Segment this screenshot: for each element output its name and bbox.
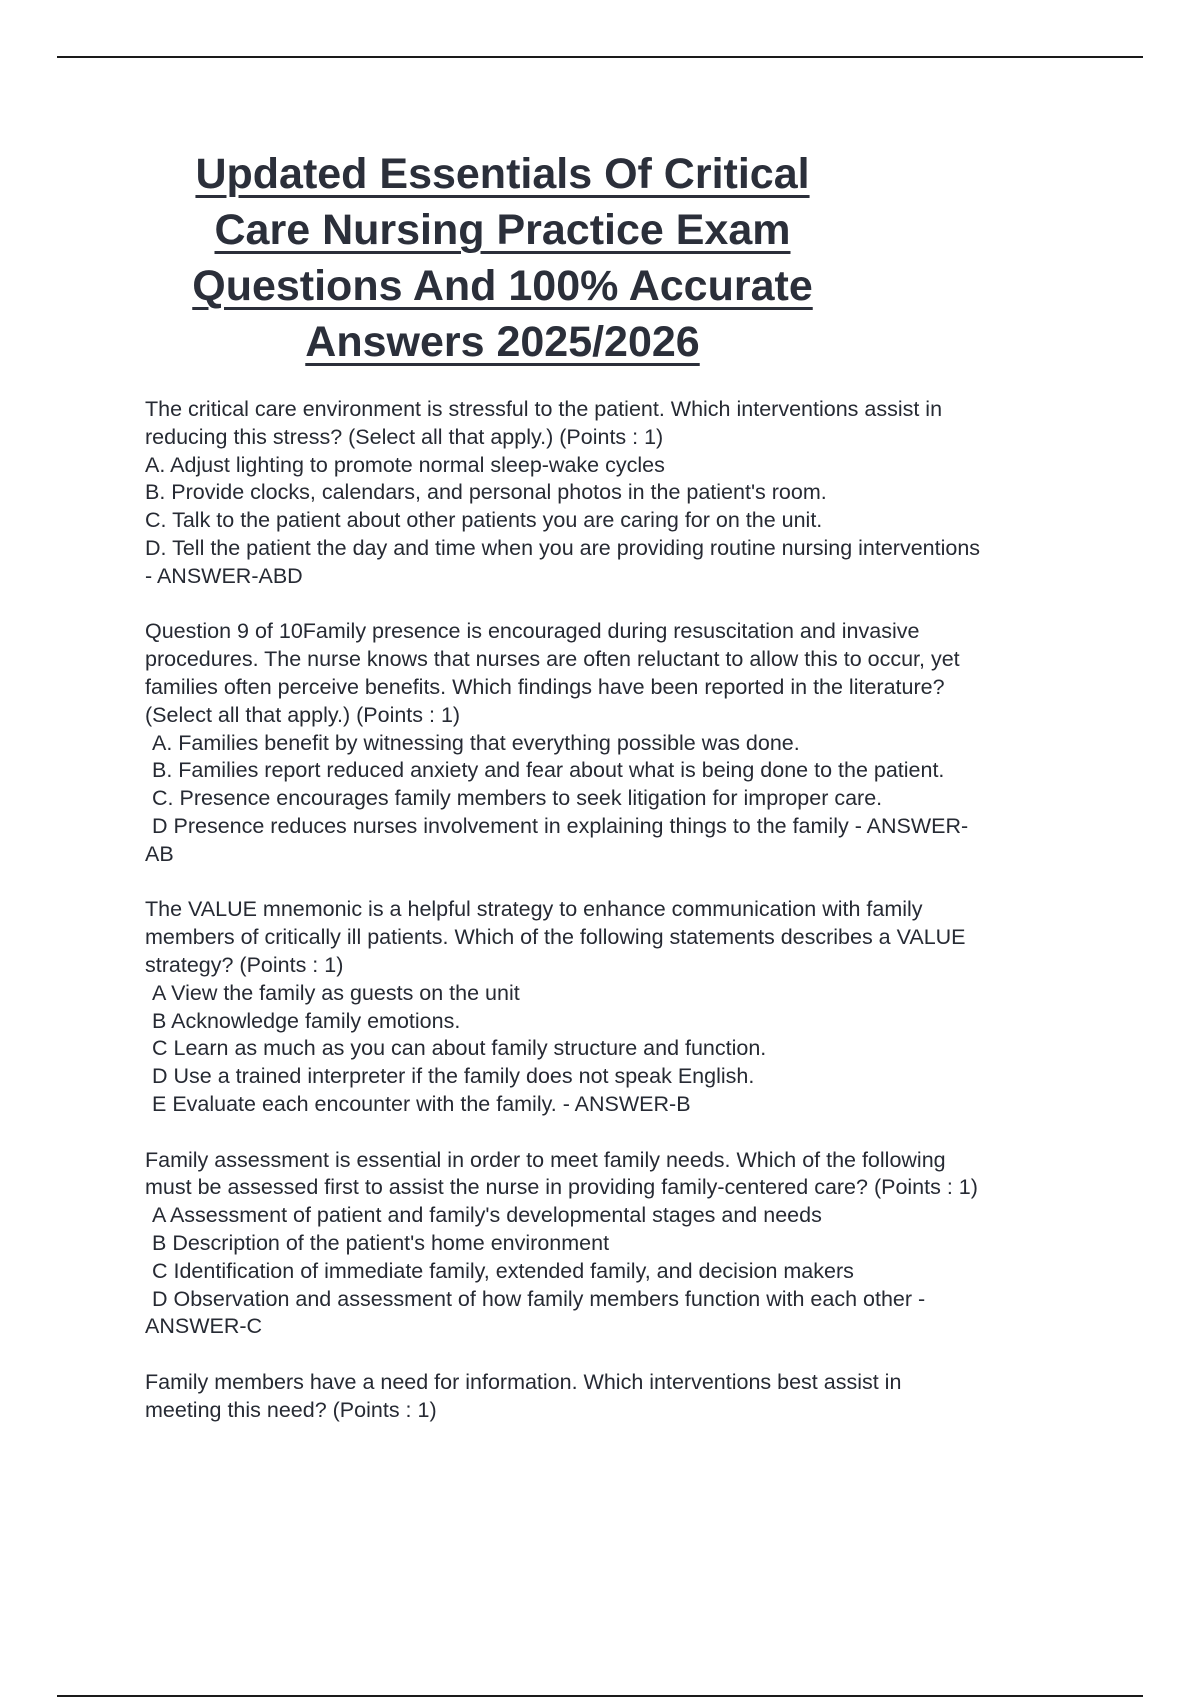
answer-option: C. Talk to the patient about other patients you are caring for on the unit. <box>145 508 823 533</box>
question-text: Question 9 of 10Family presence is encouraged during resuscitation and invasive <box>145 619 920 644</box>
answer-option: A. Adjust lighting to promote normal sleep-wake cycles <box>145 452 665 477</box>
answer-option: B Acknowledge family emotions. <box>152 1008 461 1033</box>
answer-option: D. Tell the patient the day and time when you are providing routine nursing interventions <box>145 535 981 560</box>
question-text: meeting this need? (Points : 1) <box>145 1397 437 1422</box>
answer-option: D Use a trained interpreter if the family does not speak English. <box>152 1064 755 1089</box>
title-heading <box>140 146 865 370</box>
answer-option: C Identification of immediate family, extended family, and decision makers <box>152 1258 854 1283</box>
answer-option: B Description of the patient's home environment <box>152 1230 610 1255</box>
answer-option: A View the family as guests on the unit <box>152 980 520 1005</box>
question-block <box>145 1147 1145 1342</box>
answer-option: A. Families benefit by witnessing that everything possible was done. <box>152 730 800 755</box>
answer-key: ANSWER-C <box>145 1314 263 1339</box>
question-text: Family assessment is essential in order to meet family needs. Which of the following <box>145 1147 946 1172</box>
top-rule <box>57 56 1143 58</box>
title-line: Updated Essentials Of Critical <box>195 150 810 198</box>
answer-option: D Observation and assessment of how family members function with each other - <box>152 1286 926 1311</box>
title-line: Answers 2025/2026 <box>305 318 700 366</box>
title-line: Questions And 100% Accurate <box>192 262 813 310</box>
question-block <box>145 396 1145 591</box>
question-text: strategy? (Points : 1) <box>145 952 344 977</box>
question-text: must be assessed first to assist the nurse in providing family-centered care? (Points : 1) <box>145 1175 978 1200</box>
answer-option: E Evaluate each encounter with the family. - ANSWER-B <box>152 1091 691 1116</box>
bottom-rule <box>57 1695 1143 1697</box>
document-title <box>140 146 865 370</box>
question-text: procedures. The nurse knows that nurses are often reluctant to allow this to occur, yet <box>145 647 960 672</box>
answer-option: B. Provide clocks, calendars, and personal photos in the patient's room. <box>145 480 827 505</box>
question-text: reducing this stress? (Select all that apply.) (Points : 1) <box>145 424 664 449</box>
question-text: Family members have a need for information. Which interventions best assist in <box>145 1369 902 1394</box>
question-block <box>145 618 1145 868</box>
question-block <box>145 1369 1145 1425</box>
question-text: members of critically ill patients. Which of the following statements describes a VALUE <box>145 925 966 950</box>
question-text: families often perceive benefits. Which findings have been reported in the literature? <box>145 674 945 699</box>
question-text: (Select all that apply.) (Points : 1) <box>145 702 461 727</box>
answer-option: B. Families report reduced anxiety and fear about what is being done to the patient. <box>152 758 945 783</box>
answer-option: C Learn as much as you can about family structure and function. <box>152 1036 767 1061</box>
answer-option: A Assessment of patient and family's developmental stages and needs <box>152 1203 822 1228</box>
title-line: Care Nursing Practice Exam <box>214 206 791 254</box>
question-block <box>145 896 1145 1118</box>
question-text: The VALUE mnemonic is a helpful strategy to enhance communication with family <box>145 897 923 922</box>
answer-option: D Presence reduces nurses involvement in explaining things to the family - ANSWER- <box>152 813 969 838</box>
question-text: The critical care environment is stressful to the patient. Which interventions assist in <box>145 397 943 421</box>
answer-key: - ANSWER-ABD <box>145 563 303 588</box>
question-list <box>145 396 1145 1452</box>
answer-key: AB <box>145 841 174 866</box>
answer-option: C. Presence encourages family members to seek litigation for improper care. <box>152 786 883 811</box>
